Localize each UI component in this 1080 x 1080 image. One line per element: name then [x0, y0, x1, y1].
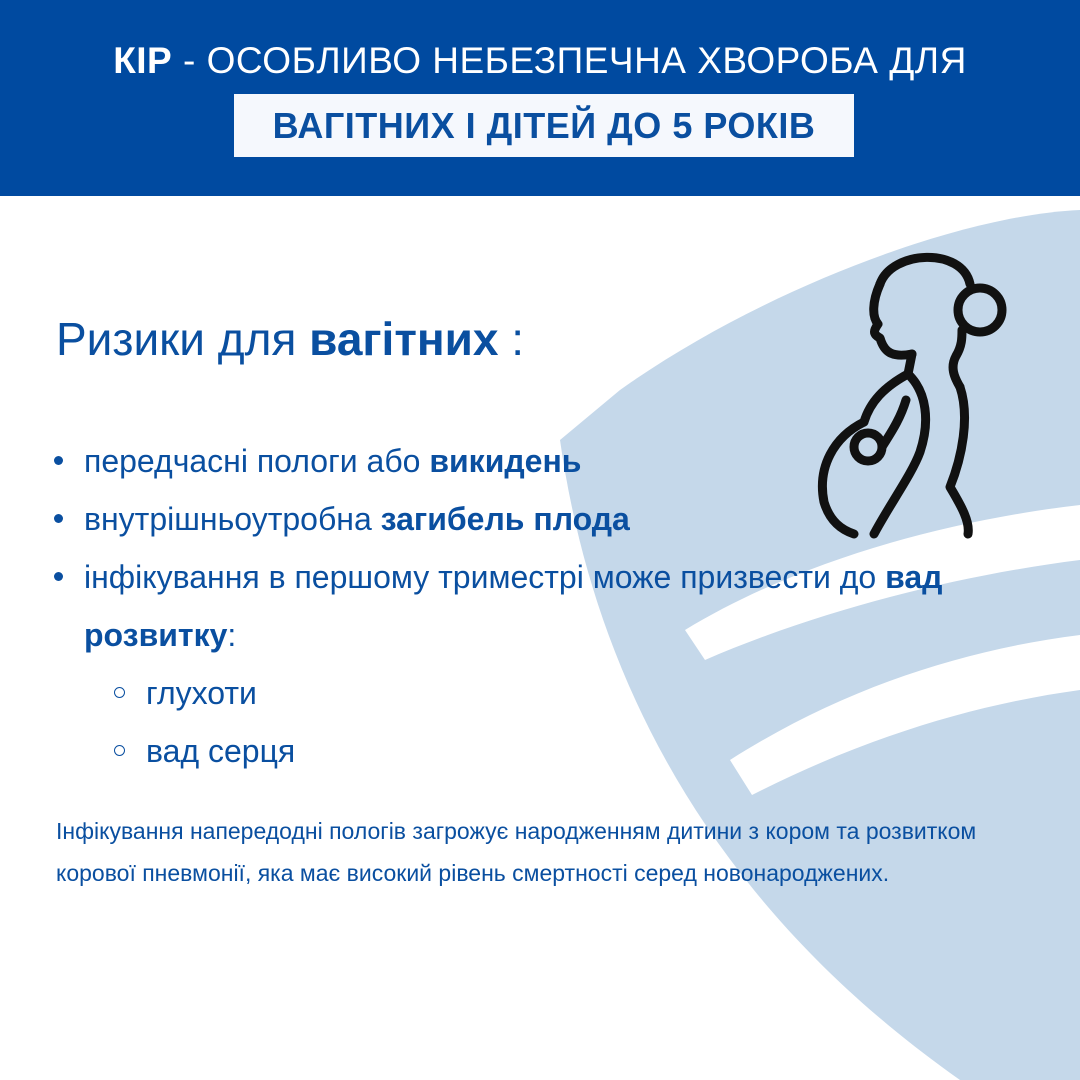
section-title-tail: :: [498, 313, 525, 365]
risk-list: [50, 432, 1050, 780]
hollow-bullet-icon: [114, 745, 125, 756]
bullet-dot-icon: [54, 514, 63, 523]
list-item-text: передчасні пологи або: [84, 443, 430, 479]
list-item: [50, 432, 1050, 490]
section-title: [56, 312, 524, 366]
list-item-bold: загибель плода: [380, 501, 630, 537]
list-item-text: внутрішньоутробна: [84, 501, 381, 537]
bullet-dot-icon: [54, 456, 63, 465]
list-item: [50, 548, 1050, 664]
title-rest: - ОСОБЛИВО НЕБЕЗПЕЧНА ХВОРОБА ДЛЯ: [172, 40, 967, 81]
section-title-plain: Ризики для: [56, 313, 310, 365]
info-paragraph: Інфікування напередодні пологів загрожує народженням дитини з кором та розвитком корової пневмонії, яка має високий рівень смертності серед новонароджених.: [56, 818, 977, 886]
title-line-2: ВАГІТНИХ І ДІТЕЙ ДО 5 РОКІВ: [272, 105, 816, 146]
title-bold: КІР: [113, 40, 173, 81]
list-item: [50, 490, 1050, 548]
list-item-bold: вад розвитку: [84, 559, 943, 653]
sub-list-item-text: глухоти: [146, 675, 257, 711]
sub-list-item: [50, 664, 1050, 722]
list-item-text: інфікування в першому триместрі може призвести до: [84, 559, 886, 595]
section-title-bold: вагітних: [309, 313, 499, 365]
sub-list-item-text: вад серця: [146, 733, 296, 769]
bullet-dot-icon: [54, 572, 63, 581]
list-item-bold: викидень: [429, 443, 582, 479]
list-item-tail: :: [227, 617, 237, 653]
hollow-bullet-icon: [114, 687, 125, 698]
sub-list-item: [50, 722, 1050, 780]
